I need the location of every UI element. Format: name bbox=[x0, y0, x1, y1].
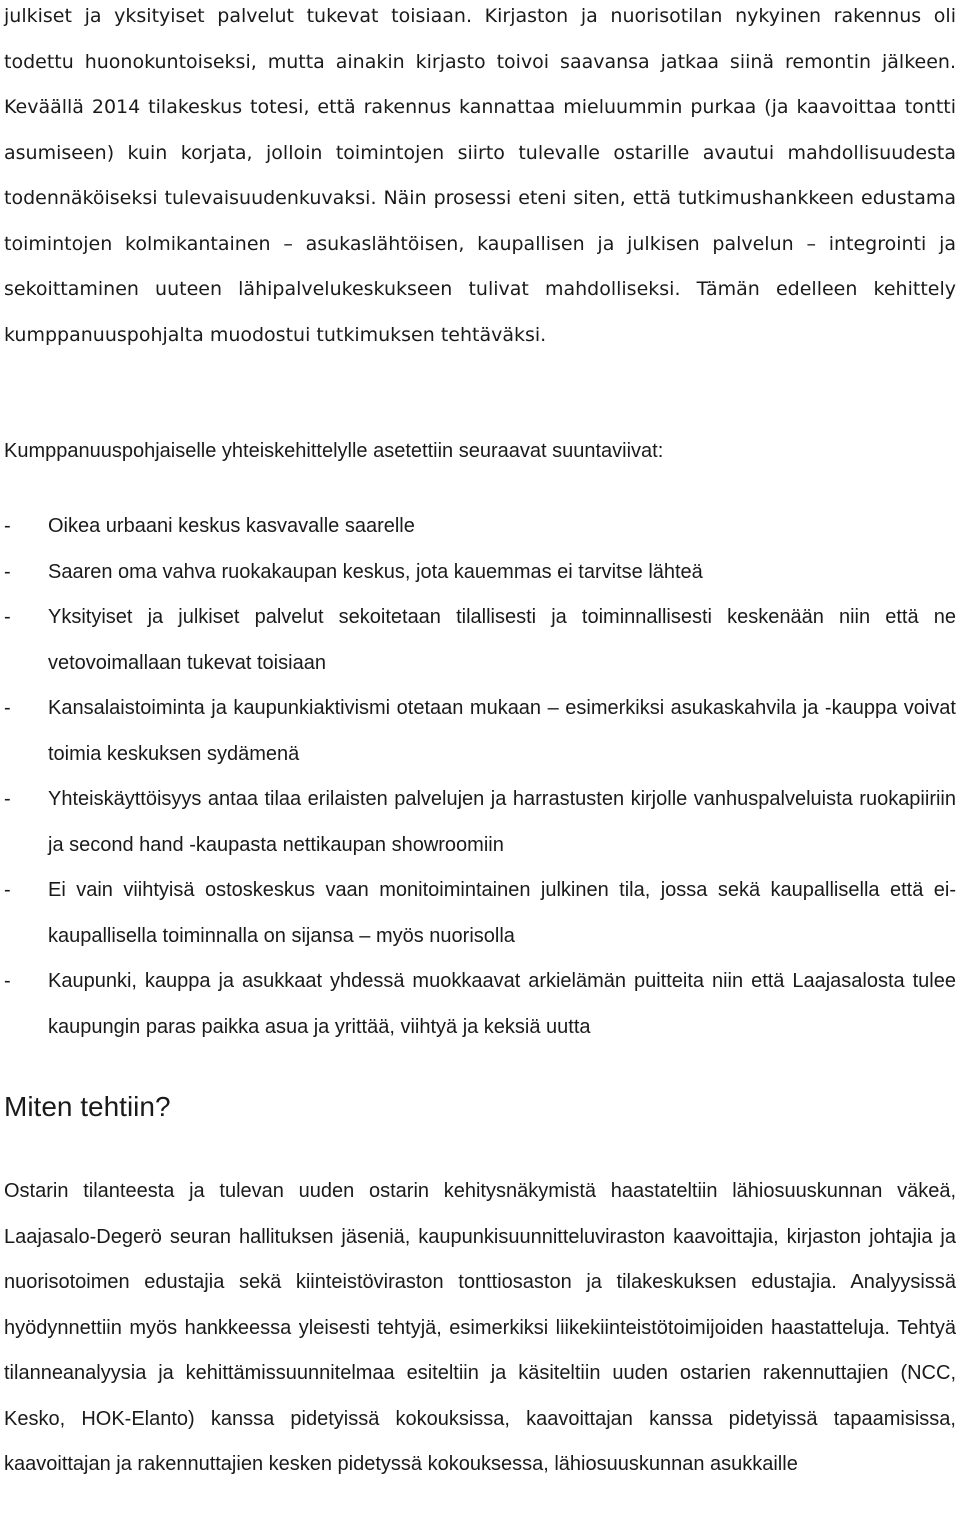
list-dash: - bbox=[4, 697, 11, 719]
list-item bbox=[4, 959, 956, 1050]
list-dash: - bbox=[4, 606, 11, 628]
list-item-text: Kansalaistoiminta ja kaupunkiaktivismi otetaan mukaan – esimerkiksi asukaskahvila ja -kauppa voivat toimia keskuksen sydämenä bbox=[48, 697, 956, 765]
guidelines-list bbox=[4, 504, 956, 1050]
paragraph-3: Ostarin tilanteesta ja tulevan uuden ostarin kehitysnäkymistä haastateltiin lähiosuuskunnan väkeä, Laajasalo-Degerö seuran hallituksen jäseniä, kaupunkisuunnitteluviraston kaavoittajia, kirjaston johtajia ja nuorisotoimen edustajia sekä kiinteistöviraston tonttiosaston ja tilakeskuksen edustajia. Analyysissä hyödynnettiin myös hankkeessa yleisesti tehtyjä, esimerkiksi liikekiinteistötoimijoiden haastatteluja. Tehtyä tilanneanalyysia ja kehittämissuunnitelmaa esiteltiin ja käsiteltiin uuden ostarien rakennuttajien (NCC, Kesko, HOK-Elanto) kanssa pidetyissä kokouksissa, kaavoittajan kanssa pidetyissä tapaamisissa, kaavoittajan ja rakennuttajien kesken pidetyssä kokouksessa, lähiosuuskunnan asukkaille bbox=[4, 1180, 956, 1475]
list-dash: - bbox=[4, 560, 11, 583]
list-item-text: Yksityiset ja julkiset palvelut sekoitetaan tilallisesti ja toiminnallisesti keskenään niin että ne vetovoimallaan tukevat toisiaan bbox=[48, 606, 956, 674]
list-item-text: Saaren oma vahva ruokakaupan keskus, jota kauemmas ei tarvitse lähteä bbox=[48, 560, 703, 583]
list-item bbox=[4, 868, 956, 959]
list-item-text: Ei vain viihtyisä ostoskeskus vaan monitoimintainen julkinen tila, jossa sekä kaupallisella että ei-kaupallisella toiminnalla on sijansa – myös nuorisolla bbox=[48, 879, 956, 947]
list-dash: - bbox=[4, 879, 11, 901]
paragraph-1: julkiset ja yksityiset palvelut tukevat toisiaan. Kirjaston ja nuorisotilan nykyinen rakennus oli todettu huonokuntoiseksi, mutta ainakin kirjasto toivoi saavansa jatkaa siinä remontin jälkeen. Keväällä 2014 tilakeskus totesi, että rakennus kannattaa mieluummin purkaa (ja kaavoittaa tontti asumiseen) kuin korjata, jolloin toimintojen siirto tulevalle ostarille avautui mahdollisuudesta todennäköiseksi tulevaisuudenkuvaksi. Näin prosessi eteni siten, että tutkimushankkeen edustama toimintojen kolmikantainen – asukaslähtöisen, kaupallisen ja julkisen palvelun – integrointi ja sekoittaminen uuteen lähipalvelukeskukseen tulivat mahdolliseksi. Tämän edelleen kehittely kumppanuuspohjalta muodostui tutkimuksen tehtäväksi. bbox=[4, 5, 956, 346]
list-item bbox=[4, 777, 956, 868]
list-item bbox=[4, 686, 956, 777]
list-dash: - bbox=[4, 970, 11, 992]
section-heading: Miten tehtiin? bbox=[4, 1091, 171, 1122]
list-item bbox=[4, 504, 956, 550]
list-item-text: Yhteiskäyttöisyys antaa tilaa erilaisten palvelujen ja harrastusten kirjolle vanhuspalveluista ruokapiiriin ja second hand -kaupasta nettikaupan showroomiin bbox=[48, 788, 956, 856]
list-dash: - bbox=[4, 788, 11, 810]
list-dash: - bbox=[4, 515, 11, 537]
list-item-text: Kaupunki, kauppa ja asukkaat yhdessä muokkaavat arkielämän puitteita niin että Laajasalosta tulee kaupungin paras paikka asua ja yrittää, viihtyä ja keksiä uutta bbox=[48, 970, 956, 1038]
list-item-text: Oikea urbaani keskus kasvavalle saarelle bbox=[48, 515, 415, 537]
list-item bbox=[4, 595, 956, 686]
guidelines-intro: Kumppanuuspohjaiselle yhteiskehittelylle asetettiin seuraavat suuntaviivat: bbox=[4, 440, 664, 462]
list-item bbox=[4, 550, 956, 596]
